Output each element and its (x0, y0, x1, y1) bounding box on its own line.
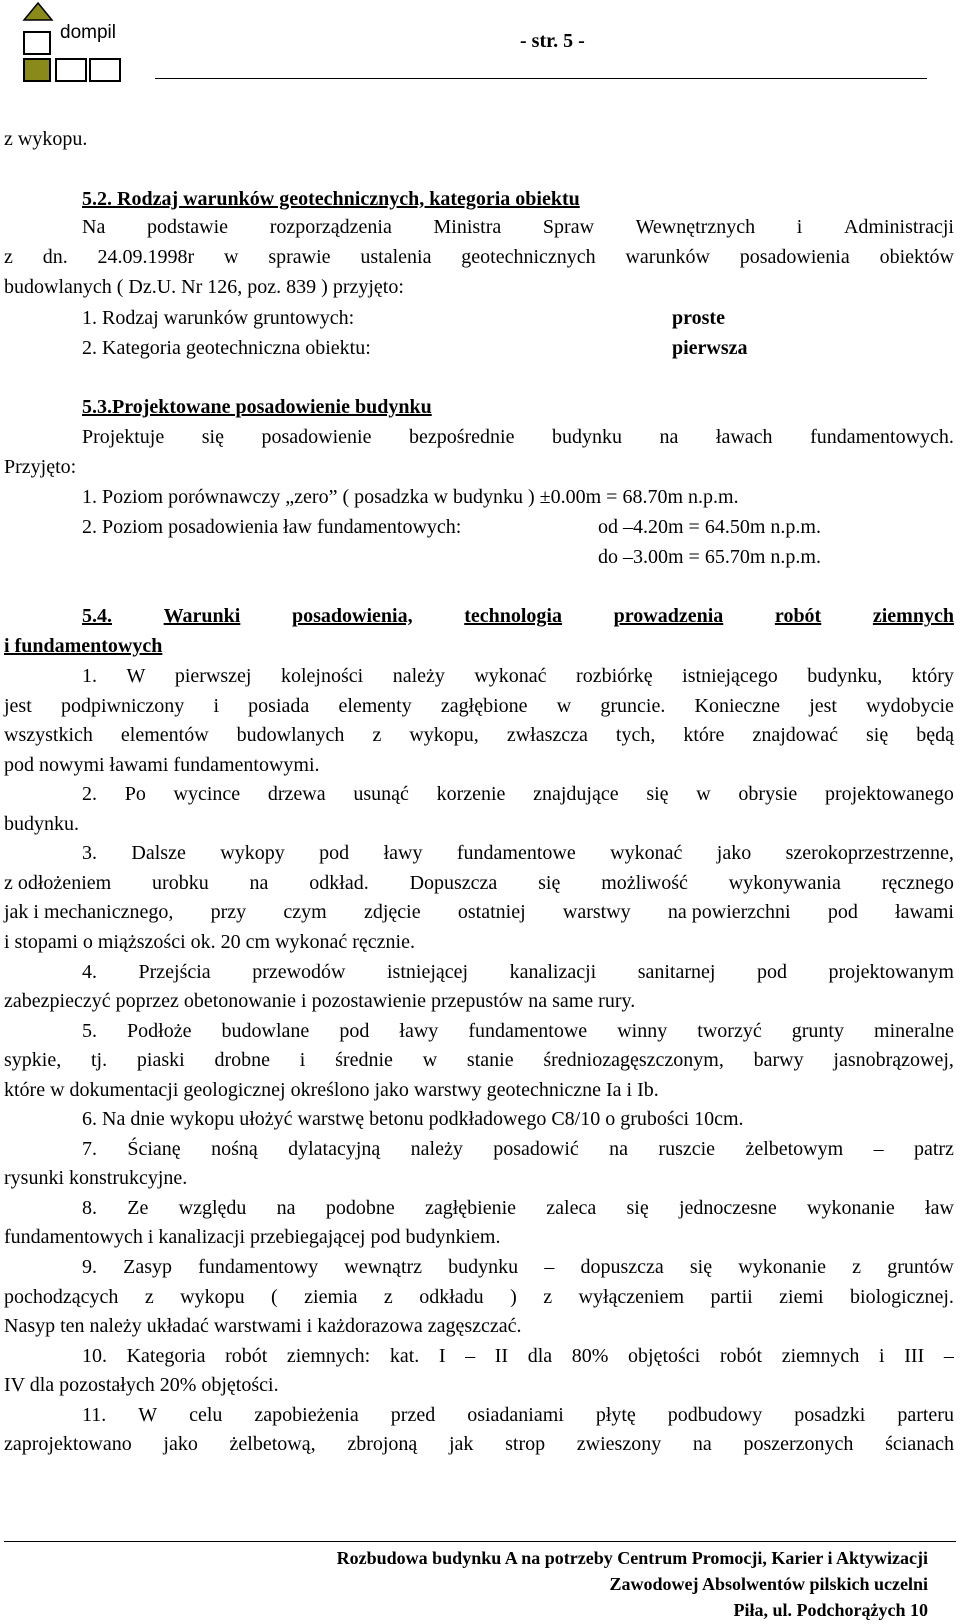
word: jasnobrązowej, (833, 1049, 954, 1071)
word: tworzyć (697, 1020, 762, 1042)
word: drzewa (267, 783, 326, 805)
list-item: 1. Poziom porównawczy „zero” ( posadzka w budynku ) ±0.00m = 68.70m n.p.m. (82, 486, 739, 508)
word: Warunki (163, 605, 241, 627)
word: 24.09.1998r (97, 246, 195, 268)
word: strop (505, 1433, 546, 1455)
list-item-label: 2. Kategoria geotechniczna obiektu: (82, 337, 371, 359)
footer-line: Zawodowej Absolwentów pilskich uczelni (609, 1574, 928, 1594)
word: ziemnych: (286, 1345, 371, 1367)
paragraph-line (82, 1195, 954, 1221)
word: gruntów (887, 1256, 954, 1278)
word: geotechnicznych (461, 246, 596, 268)
paragraph-line (4, 722, 954, 748)
word: projektowanego (825, 783, 954, 805)
word: warstwy (562, 901, 631, 923)
word: istniejącego (682, 665, 778, 687)
paragraph-line (4, 693, 954, 719)
word: się (646, 783, 669, 805)
word: budowlane (221, 1020, 310, 1042)
word: wykonać (474, 665, 547, 687)
word: patrz (913, 1138, 954, 1160)
word: zagłębione (440, 695, 528, 717)
paragraph-line (4, 899, 954, 925)
word: szerokoprzestrzenne, (785, 842, 954, 864)
word: na powierzchni (667, 901, 791, 923)
word: jak i mechanicznego, (4, 901, 174, 923)
word: biologicznej. (850, 1286, 954, 1308)
word: zaleca (546, 1197, 597, 1219)
word: na (609, 1138, 629, 1160)
word: 5.4. (82, 605, 112, 627)
word: sprawie (268, 246, 331, 268)
word: Na (82, 216, 106, 238)
word: wykopy (220, 842, 285, 864)
word: mineralne (874, 1020, 954, 1042)
word: i (299, 1049, 306, 1071)
word: – (943, 1345, 954, 1367)
word: pod (756, 961, 787, 983)
word: przed (390, 1404, 436, 1426)
word: posiada (248, 695, 310, 717)
paragraph-line: pod nowymi ławami fundamentowymi. (4, 754, 320, 776)
word: z (543, 1286, 553, 1308)
word: zaprojektowano (4, 1433, 132, 1455)
word: pierwszej (174, 665, 252, 687)
word: podbudowy (667, 1404, 763, 1426)
paragraph-line: Przyjęto: (4, 456, 77, 478)
footer-rule (4, 1541, 956, 1542)
word: Administracji (843, 216, 954, 238)
paragraph-line: 6. Na dnie wykopu ułożyć warstwę betonu podkładowego C8/10 o grubości 10cm. (82, 1108, 744, 1130)
word: wewnątrz (344, 1256, 423, 1278)
word: ruszcie (658, 1138, 716, 1160)
word: osiadaniami (467, 1404, 564, 1426)
paragraph-line (82, 214, 954, 240)
word: ustalenia (360, 246, 432, 268)
word: wydobycie (866, 695, 954, 717)
paragraph-line: Nasyp ten należy układać warstwami i każdorazowa zagęszczać. (4, 1315, 522, 1337)
word: 9. (82, 1256, 97, 1278)
paragraph-line: zabezpieczyć poprzez obetonowanie i pozostawienie przepustów na same rury. (4, 990, 636, 1012)
word: zdjęcie (363, 901, 421, 923)
paragraph-line (4, 1284, 954, 1310)
word: tj. (91, 1049, 108, 1071)
paragraph-line (4, 244, 954, 270)
word: które (683, 724, 725, 746)
word: technologia (464, 605, 562, 627)
word: 80% (571, 1345, 609, 1367)
word: Wewnętrznych (635, 216, 756, 238)
word: ręcznego (881, 872, 954, 894)
word: tych, (615, 724, 656, 746)
word: Konieczne (694, 695, 781, 717)
word: podobne (325, 1197, 395, 1219)
paragraph-line (82, 840, 954, 866)
word: posadowienia (739, 246, 850, 268)
word: drobne (214, 1049, 271, 1071)
word: wykopu (180, 1286, 245, 1308)
section-heading-5-2: 5.2. Rodzaj warunków geotechnicznych, kategoria obiektu (82, 188, 580, 210)
word: Projektuje (82, 426, 165, 448)
word: średniozagęszczonym, (543, 1049, 724, 1071)
word: który (911, 665, 954, 687)
word: ziemnych (781, 1345, 860, 1367)
word: poszerzonych (743, 1433, 854, 1455)
word: obiektów (879, 246, 954, 268)
word: i (879, 1345, 885, 1367)
word: 10. (82, 1345, 107, 1367)
word: objętości (628, 1345, 701, 1367)
paragraph-line (82, 1402, 954, 1428)
word: ( (271, 1286, 278, 1308)
word: 5. (82, 1020, 97, 1042)
word: ścianach (885, 1433, 954, 1455)
word: kat. (389, 1345, 420, 1367)
word: parteru (897, 1404, 954, 1426)
word: ) (510, 1286, 517, 1308)
list-item-label: 2. Poziom posadowienia ław fundamentowych: (82, 516, 462, 538)
word: i (213, 695, 219, 717)
section-heading-5-3: 5.3.Projektowane posadowienie budynku (82, 396, 432, 418)
word: bezpośrednie (408, 426, 515, 448)
word: – (465, 1345, 476, 1367)
list-item-value: od –4.20m = 64.50m n.p.m. (598, 516, 821, 538)
word: należy (410, 1138, 463, 1160)
word: się (689, 1256, 713, 1278)
list-item-label: 1. Rodzaj warunków gruntowych: (82, 307, 355, 329)
word: robót (719, 1345, 763, 1367)
word: posadowić (493, 1138, 579, 1160)
word: W (138, 1404, 158, 1426)
word: urobku (152, 872, 209, 894)
word: i (796, 216, 803, 238)
word: Ze (127, 1197, 149, 1219)
word: żelbetową, (229, 1433, 316, 1455)
paragraph-line: fundamentowych i kanalizacji przebiegającej pod budynkiem. (4, 1226, 501, 1248)
word: W (126, 665, 146, 687)
paragraph-line (82, 781, 954, 807)
word: płytę (595, 1404, 636, 1426)
word: grunty (791, 1020, 844, 1042)
word: jest (4, 695, 32, 717)
word: ostatniej (457, 901, 526, 923)
word: budynku, (807, 665, 883, 687)
word: robót (774, 605, 822, 627)
word: rozbiórkę (576, 665, 653, 687)
word: prowadzenia (613, 605, 724, 627)
word: ziemnych (872, 605, 954, 627)
word: jako (163, 1433, 198, 1455)
word: ławy (383, 842, 423, 864)
word: ziemi (779, 1286, 824, 1308)
word: wyłączeniem (578, 1286, 685, 1308)
word: celu (189, 1404, 223, 1426)
word: zwieszony (576, 1433, 662, 1455)
word: względu (178, 1197, 247, 1219)
word: w (556, 695, 572, 717)
word: Ministra (433, 216, 502, 238)
word: gruncie. (600, 695, 666, 717)
paragraph-line (4, 1047, 954, 1073)
word: 4. (82, 961, 97, 983)
word: Spraw (542, 216, 595, 238)
word: pochodzących (4, 1286, 119, 1308)
word: Zasyp (123, 1256, 173, 1278)
word: z (4, 246, 13, 268)
word: zapobieżenia (254, 1404, 359, 1426)
word: 11. (82, 1404, 107, 1426)
word: średnie (335, 1049, 393, 1071)
word: się (865, 724, 889, 746)
word: posadowienia, (291, 605, 413, 627)
word: 8. (82, 1197, 97, 1219)
word: ziemia (304, 1286, 358, 1308)
word: w (422, 1049, 438, 1071)
word: istniejącej (387, 961, 469, 983)
word: robót (225, 1345, 268, 1367)
word: na (659, 426, 679, 448)
word: wycince (173, 783, 241, 805)
word: odkładu (419, 1286, 484, 1308)
word: III (904, 1345, 925, 1367)
word: wykonanie (807, 1197, 895, 1219)
word: na (276, 1197, 296, 1219)
word: ławy (399, 1020, 439, 1042)
word: dopuszcza (580, 1256, 664, 1278)
word: wszystkich (4, 724, 93, 746)
word: wykopu, (409, 724, 479, 746)
word: partii (710, 1286, 753, 1308)
word: 2. (82, 783, 97, 805)
word: Przejścia (138, 961, 211, 983)
paragraph-line (82, 1018, 954, 1044)
word: usunąć (353, 783, 409, 805)
word: sanitarnej (637, 961, 716, 983)
word: ławach (715, 426, 773, 448)
word: żelbetowym (745, 1138, 844, 1160)
word: dn. (42, 246, 68, 268)
word: budynku (448, 1256, 519, 1278)
word: 1. (82, 665, 97, 687)
word: się (626, 1197, 649, 1219)
logo-text: dompil (60, 22, 116, 43)
word: II (494, 1345, 509, 1367)
word: znajdować (752, 724, 838, 746)
word: pod (319, 842, 350, 864)
word: Dopuszcza (409, 872, 498, 894)
paragraph-line (82, 424, 954, 450)
word: zagłębienie (424, 1197, 517, 1219)
word: I (438, 1345, 446, 1367)
paragraph-line: budowlanych ( Dz.U. Nr 126, poz. 839 ) przyjęto: (4, 276, 404, 298)
word: zwłaszcza (506, 724, 588, 746)
word: będą (916, 724, 954, 746)
word: jednoczesne (679, 1197, 777, 1219)
word: dla (527, 1345, 553, 1367)
word: posadowienie (261, 426, 372, 448)
paragraph-line (82, 1254, 954, 1280)
paragraph-line: rysunki konstrukcyjne. (4, 1167, 188, 1189)
word: budowlanych (236, 724, 345, 746)
paragraph-line: budynku. (4, 813, 79, 835)
word: jak (448, 1433, 474, 1455)
word: fundamentowe (468, 1020, 588, 1042)
word: podstawie (146, 216, 229, 238)
paragraph-line (82, 1136, 954, 1162)
word: barwy (753, 1049, 804, 1071)
word: stanie (466, 1049, 514, 1071)
paragraph-line (82, 959, 954, 985)
word: elementy (338, 695, 412, 717)
paragraph-line (4, 1431, 954, 1457)
word: fundamentowych. (810, 426, 954, 448)
word: posadzki (794, 1404, 866, 1426)
word: znajdujące (533, 783, 619, 805)
paragraph-line: IV dla pozostałych 20% objętości. (4, 1374, 279, 1396)
list-item-value: proste (672, 307, 725, 329)
word: podpiwniczony (60, 695, 185, 717)
word: dylatacyjną (288, 1138, 381, 1160)
word: korzenie (436, 783, 506, 805)
word: odkład. (309, 872, 369, 894)
word: budynku (552, 426, 622, 448)
page-number: - str. 5 - (520, 30, 585, 52)
word: na (249, 872, 269, 894)
word: 3. (82, 842, 97, 864)
word: – (873, 1138, 884, 1160)
paragraph-line: które w dokumentacji geologicznej określono jako warstwy geotechniczne Ia i Ib. (4, 1079, 659, 1101)
continuation-text: z wykopu. (4, 128, 88, 150)
word: się (201, 426, 224, 448)
footer-line: Rozbudowa budynku A na potrzeby Centrum Promocji, Karier i Aktywizacji (336, 1548, 928, 1568)
word: ławami (895, 901, 954, 923)
word: nośną (211, 1138, 258, 1160)
word: pod (339, 1020, 370, 1042)
word: Kategoria (126, 1345, 206, 1367)
word: należy (392, 665, 445, 687)
word: z (372, 724, 382, 746)
section-heading-5-4-cont: i fundamentowych (4, 635, 163, 657)
word: obrysie (738, 783, 798, 805)
word: fundamentowy (198, 1256, 319, 1278)
word: przewodów (252, 961, 346, 983)
word: zbrojoną (347, 1433, 418, 1455)
word: możliwość (601, 872, 688, 894)
word: winny (617, 1020, 668, 1042)
paragraph-line (82, 663, 954, 689)
word: czym (283, 901, 327, 923)
word: wykonywania (728, 872, 841, 894)
section-heading-5-4 (82, 603, 954, 629)
word: elementów (120, 724, 209, 746)
word: fundamentowe (456, 842, 576, 864)
paragraph-line: i stopami o miąższości ok. 20 cm wykonać ręcznie. (4, 931, 415, 953)
word: Ścianę (127, 1138, 181, 1160)
word: rozporządzenia (269, 216, 392, 238)
word: pod (827, 901, 858, 923)
word: sypkie, (4, 1049, 62, 1071)
word: przy (210, 901, 247, 923)
word: ław (925, 1197, 954, 1219)
word: w (696, 783, 711, 805)
paragraph-line (82, 1343, 954, 1369)
header-rule (155, 78, 927, 79)
word: z (852, 1256, 862, 1278)
word: Podłoże (127, 1020, 192, 1042)
word: piaski (136, 1049, 185, 1071)
word: na (692, 1433, 712, 1455)
word: warunków (625, 246, 710, 268)
word: projektowanym (828, 961, 954, 983)
word: jest (809, 695, 837, 717)
word: Po (124, 783, 146, 805)
word: się (538, 872, 561, 894)
word: w (224, 246, 239, 268)
word: 7. (82, 1138, 97, 1160)
list-item-value: pierwsza (672, 337, 748, 359)
word: wykonanie (738, 1256, 827, 1278)
word: z (144, 1286, 154, 1308)
word: jako (716, 842, 752, 864)
paragraph-line (4, 870, 954, 896)
word: Dalsze (131, 842, 186, 864)
list-item-value: do –3.00m = 65.70m n.p.m. (598, 546, 821, 568)
word: z (383, 1286, 393, 1308)
word: kanalizacji (509, 961, 597, 983)
word: – (544, 1256, 555, 1278)
word: z odłożeniem (4, 872, 112, 894)
word: kolejności (280, 665, 364, 687)
word: wykonać (610, 842, 683, 864)
footer-line: Piła, ul. Podchorążych 10 (733, 1600, 928, 1620)
